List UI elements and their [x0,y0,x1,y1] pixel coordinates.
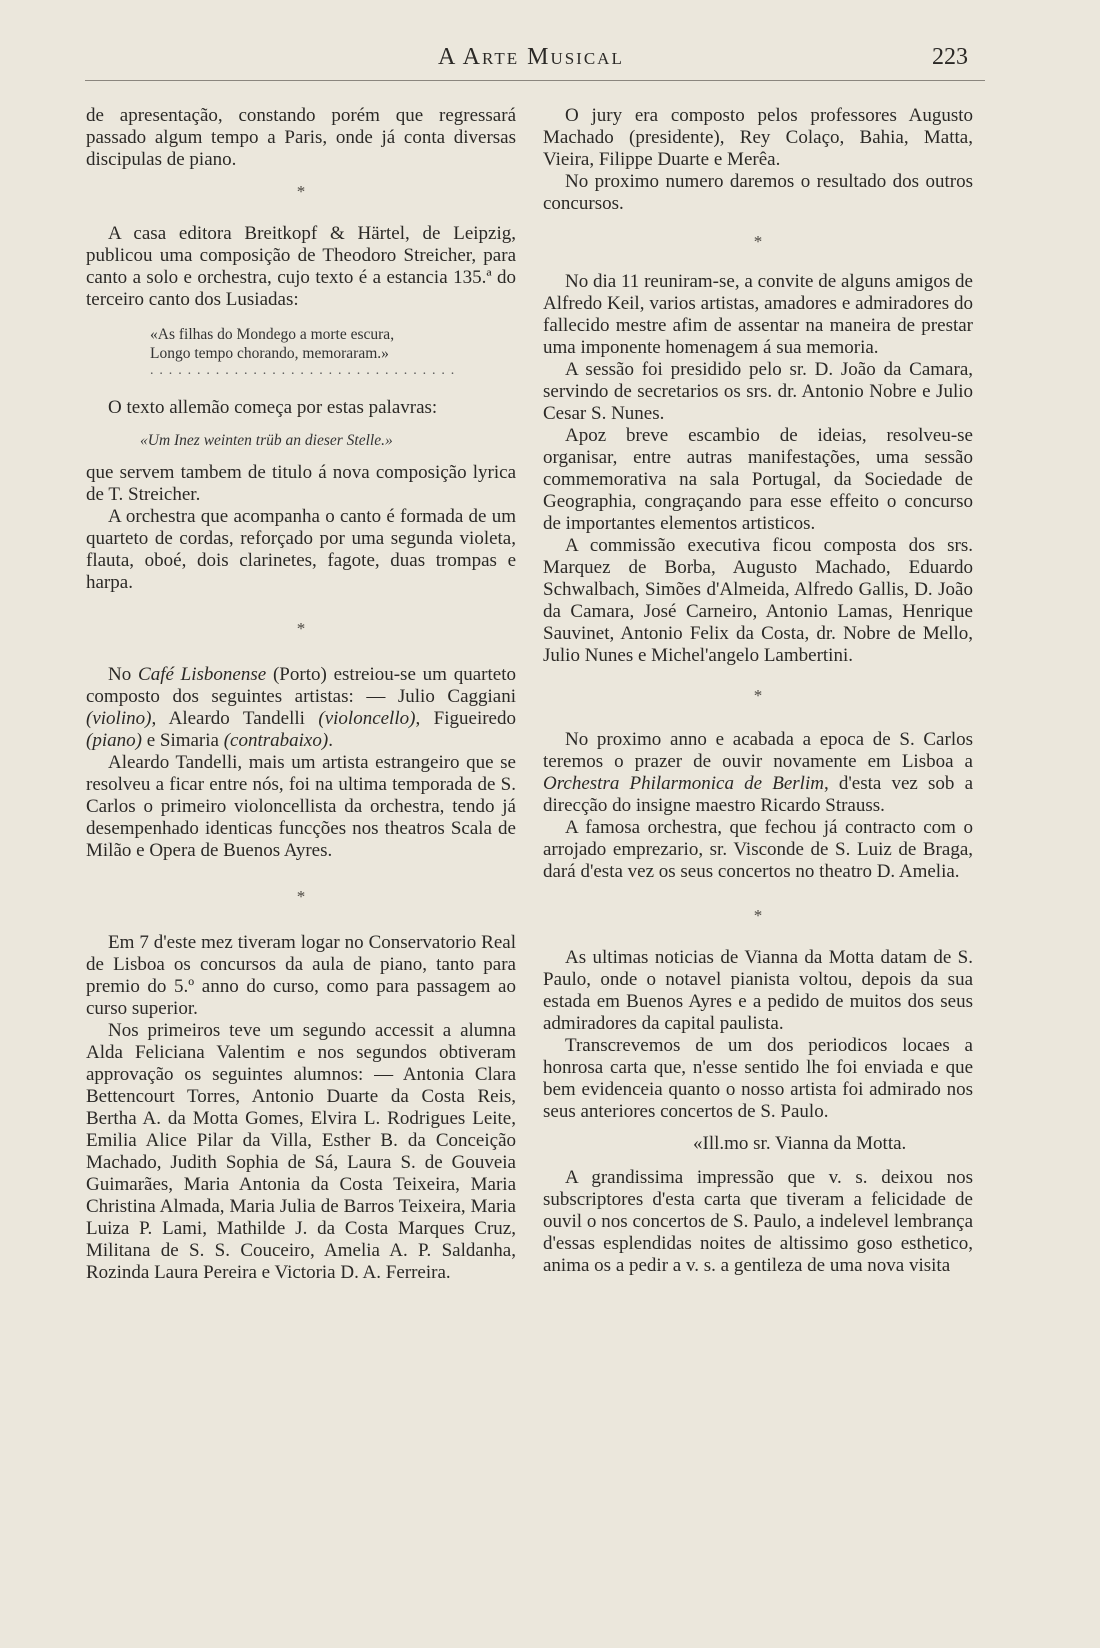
paragraph: O texto allemão começa por estas palavras: [108,397,438,418]
section-divider-star: * [753,232,763,251]
orchestra-name: Orchestra Philarmonica de Berlim [543,773,824,794]
verse-quote-line: «As filhas do Mondego a morte escura, [150,326,395,343]
section-divider-star: * [753,686,763,705]
paragraph: No proximo numero daremos o resultado dos outros concursos. [543,171,973,214]
paragraph: Aleardo Tandelli, mais um artista estrangeiro que se resolveu a ficar entre nós, foi na ultima temporada de S. Carlos o primeiro violoncellista da orchestra, tendo já desempenhado identicas funcções nos theatros Scala de Milão e Opera de Buenos Ayres. [86,752,516,861]
running-head [0,44,1100,74]
german-quote: «Um Inez weinten trüb an dieser Stelle.» [140,432,393,449]
paragraph: No proximo anno e acabada a epoca de S. Carlos teremos o prazer de ouvir novamente em Lisboa a Orchestra Philarmonica de Berlim, d'esta vez sob a direcção do insigne maestro Ricardo Strauss. [543,729,974,816]
journal-title: A Arte Musical [438,44,624,70]
paragraph: No Café Lisbonense (Porto) estreiou-se um quarteto composto dos seguintes artistas: — Julio Caggiani (violino), Aleardo Tandelli (violoncello), Figueiredo (piano) e Simaria (contrabaixo). [86,664,516,751]
section-divider-star: * [296,182,306,201]
ellipsis-dots: . . . . . . . . . . . . . . . . . . . . . . . . . . . . . . . . . [150,363,456,378]
verse-quote-line: Longo tempo chorando, memoraram.» [150,345,389,362]
cafe-name: Café Lisbonense [138,664,267,685]
header-rule [85,80,985,81]
section-divider-star: * [296,619,306,638]
paragraph: As ultimas noticias de Vianna da Motta datam de S. Paulo, onde o notavel pianista voltou, depois da sua estada em Buenos Ayres e a pedido de muitos dos seus admiradores da capital paulista. [543,947,973,1034]
section-divider-star: * [296,887,306,906]
paragraph: Nos primeiros teve um segundo accessit a alumna Alda Feliciana Valentim e nos segundos obtiveram approvação os seguintes alumnos: — Antonia Clara Bettencourt Torres, Antonio Duarte da Costa Reis, Bertha A. da Motta Gomes, Elvira L. Rodrigues Leite, Emilia Alice Pilar da Villa, Esther B. da Conceição Machado, Judith Sophia de Sá, Laura S. de Gouveia Guimarães, Maria Antonia da Costa Teixeira, Maria Christina Almada, Maria Julia de Barros Teixeira, Maria Luiza P. Lami, Mathilde J. da Costa Marques Cruz, Militana de S. S. Couceiro, Amelia A. P. Saldanha, Rozinda Laura Pereira e Victoria D. A. Ferreira. [86,1020,516,1283]
paragraph: A sessão foi presidido pelo sr. D. João da Camara, servindo de secretarios os srs. dr. Antonio Nobre e Julio Cesar S. Nunes. [543,359,973,424]
paragraph: de apresentação, constando porém que regressará passado algum tempo a Paris, onde já conta diversas discipulas de piano. [86,105,516,170]
paragraph: No dia 11 reuniram-se, a convite de alguns amigos de Alfredo Keil, varios artistas, amadores e admiradores do fallecido mestre afim de assentar na maneira de prestar uma imponente homenagem á sua memoria. [543,271,973,358]
section-divider-star: * [753,906,763,925]
paragraph: que servem tambem de titulo á nova composição lyrica de T. Streicher. [86,462,516,505]
right-column [543,105,973,1277]
letter-salutation: «Ill.mo sr. Vianna da Motta. [693,1133,907,1154]
paragraph: A famosa orchestra, que fechou já contracto com o arrojado emprezario, sr. Visconde de S. Luiz de Braga, dará d'esta vez os seus concertos no theatro D. Amelia. [543,817,973,882]
paragraph: A commissão executiva ficou composta dos srs. Marquez de Borba, Augusto Machado, Eduardo Schwalbach, Simões d'Almeida, Alfredo Gallis, D. João da Camara, José Carneiro, Antonio Lamas, Henrique Sauvinet, Antonio Felix da Costa, dr. Nobre de Mello, Julio Nunes e Michel'angelo Lambertini. [543,535,973,666]
page-number: 223 [932,44,968,70]
paragraph: A casa editora Breitkopf & Härtel, de Leipzig, publicou uma composição de Theodoro Streicher, para canto a solo e orchestra, cujo texto é a estancia 135.ª do terceiro canto dos Lusiadas: [86,223,516,310]
paragraph: A grandissima impressão que v. s. deixou nos subscriptores d'esta carta que tiveram a felicidade de ouvil o nos concertos de S. Paulo, a indelevel lembrança d'essas esplendidas noites de altissimo goso esthetico, anima os a pedir a v. s. a gentileza de uma nova visita [543,1167,973,1276]
paragraph: A orchestra que acompanha o canto é formada de um quarteto de cordas, reforçado por uma segunda violeta, flauta, oboé, dois clarinetes, fagote, duas trompas e harpa. [86,506,516,593]
paragraph: O jury era composto pelos professores Augusto Machado (presidente), Rey Colaço, Bahia, Matta, Vieira, Filippe Duarte e Merêa. [543,105,973,170]
paragraph: Transcrevemos de um dos periodicos locaes a honrosa carta que, n'esse sentido lhe foi enviada e que bem evidenceia quanto o nosso artista foi admirado nos seus anteriores concertos de S. Paulo. [543,1035,973,1122]
left-column [86,105,516,1284]
paragraph: Em 7 d'este mez tiveram logar no Conservatorio Real de Lisboa os concursos da aula de piano, tanto para premio do 5.º anno do curso, como para passagem ao curso superior. [86,932,516,1019]
paragraph: Apoz breve escambio de ideias, resolveu-se organisar, entre autras manifestações, uma sessão commemorativa na sala Portugal, da Sociedade de Geographia, congraçando para esse effeito o concurso de importantes elementos artisticos. [543,425,973,534]
